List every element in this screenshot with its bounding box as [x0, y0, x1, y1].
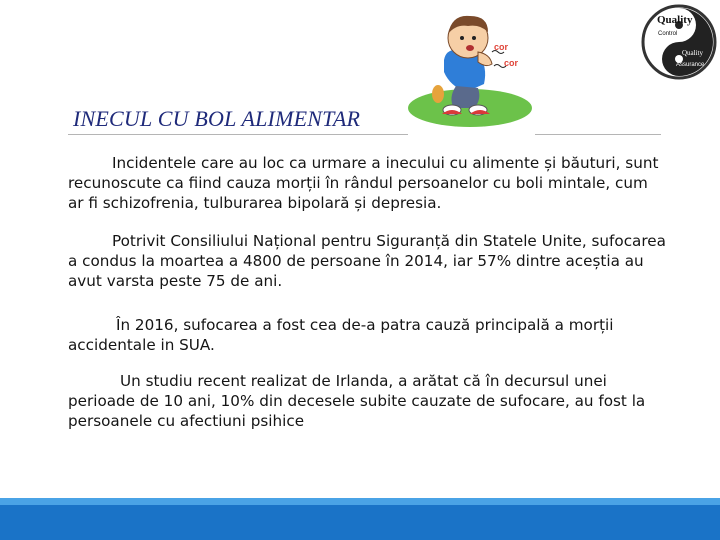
shadow-flame — [432, 85, 444, 103]
title-underline-right — [535, 134, 661, 135]
mouth — [466, 45, 474, 51]
eye-right — [472, 36, 476, 40]
paragraph-2: Potrivit Consiliului Național pentru Siguranță din Statele Unite, sufocarea a condus la moartea a 4800 de persoane în 2014, iar 57% dintre aceștia au avut varsta peste 75 de ani. — [68, 232, 666, 290]
shorts — [451, 86, 479, 108]
logo-text-quality: Quality — [657, 14, 693, 26]
cough-sound-1: cor — [494, 42, 509, 52]
footer-bar — [0, 498, 720, 540]
cough-sound-2: cor — [504, 58, 519, 68]
title-underline-left — [68, 134, 408, 135]
logo-text-quality-2: Quality — [682, 49, 703, 57]
eye-left — [460, 36, 464, 40]
paragraph-4: Un studiu recent realizat de Irlanda, a arătat că în decursul unei perioade de 10 ani, 10% din decesele subite cauzate de sufocare, au fost la persoanele cu afectiuni psihice — [68, 372, 646, 430]
choking-boy-illustration — [408, 8, 536, 130]
paragraph-3: În 2016, sufocarea a fost cea de-a patra cauză principală a morții accidentale in SUA. — [68, 316, 614, 354]
quality-control-logo — [640, 3, 718, 89]
logo-text-assurance: Assurance — [676, 62, 705, 68]
footer-stripe — [0, 498, 720, 505]
hand — [478, 52, 492, 66]
paragraph-1: Incidentele care au loc ca urmare a inecului cu alimente și băuturi, sunt recunoscute ca fiind cauza morții în rândul persoanelor cu boli mintale, cum ar fi schizofrenia, tulburarea bipolară și depresia. — [68, 154, 659, 212]
slide-title: INECUL CU BOL ALIMENTAR — [73, 106, 361, 131]
logo-text-control: Control — [658, 31, 678, 37]
